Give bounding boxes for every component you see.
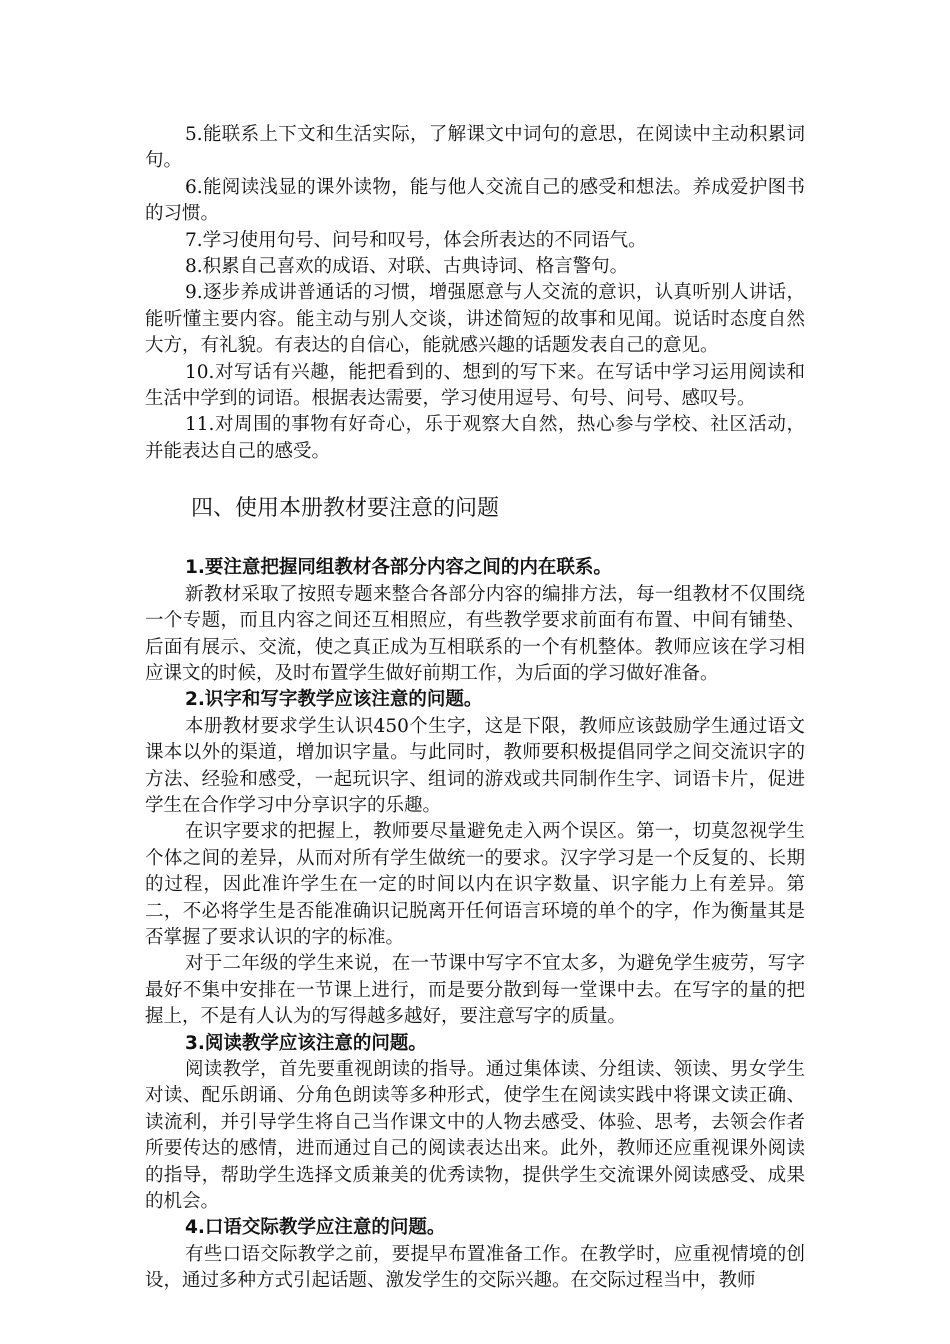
item-4-paragraph: 有些口语交际教学之前，要提早布置准备工作。在教学时，应重视情境的创设，通过多种方式引起话题、激发学生的交际兴趣。在交际过程当中，教师 [145,1243,805,1292]
item-1-paragraph: 新教材采取了按照专题来整合各部分内容的编排方法，每一组教材不仅围绕一个专题，而且内容之间还互相照应，有些教学要求前面有布置、中间有铺垫、后面有展示、交流，使之真正成为互相联系的一个有机整体。教师应该在学习相应课文的时候，及时布置学生做好前期工作，为后面的学习做好准备。 [145,583,805,684]
item-2-paragraph-3: 对于二年级的学生来说，在一节课中写字不宜太多，为避免学生疲劳，写字最好不集中安排在一节课上进行，而是要分散到每一堂课中去。在写字的量的把握上，不是有人认为的写得越多越好，要注意写字的质量。 [145,953,805,1028]
item-4-heading: 4.口语交际教学应注意的问题。 [185,1217,446,1239]
document-page [145,122,805,1295]
item-3-heading: 3.阅读教学应该注意的问题。 [185,1032,427,1054]
item-2-heading: 2.识字和写字教学应该注意的问题。 [185,689,483,711]
goal-7: 7.学习使用句号、问号和叹号，体会所表达的不同语气。 [185,229,647,251]
goal-11: 11.对周围的事物有好奇心，乐于观察大自然，热心参与学校、社区活动，并能表达自己的感受。 [145,414,805,462]
item-1-heading: 1.要注意把握同组教材各部分内容之间的内在联系。 [185,557,612,579]
item-3-paragraph: 阅读教学，首先要重视朗读的指导。通过集体读、分组读、领读、男女学生对读、配乐朗诵、分角色朗读等多种形式，使学生在阅读实践中将课文读正确、读流利，并引导学生将自己当作课文中的人物去感受、体验、思考，去领会作者所要传达的感情，进而通过自己的阅读表达出来。此外，教师还应重视课外阅读的指导，帮助学生选择文质兼美的优秀读物，提供学生交流课外阅读感受、成果的机会。 [145,1059,805,1213]
goal-8: 8.积累自己喜欢的成语、对联、古典诗词、格言警句。 [185,256,629,278]
item-2-paragraph-1: 本册教材要求学生认识450个生字，这是下限，教师应该鼓励学生通过语文课本以外的渠道，增加识字量。与此同时，教师要积极提倡同学之间交流识字的方法、经验和感受，一起玩识字、组词的游戏或共同制作生字、词语卡片，促进学生在合作学习中分享识字的乐趣。 [145,715,805,816]
goal-6: 6.能阅读浅显的课外读物，能与他人交流自己的感受和想法。养成爱护图书的习惯。 [145,176,805,225]
goal-5: 5.能联系上下文和生活实际，了解课文中词句的意思，在阅读中主动积累词句。 [145,124,805,172]
goal-9: 9.逐步养成讲普通话的习惯，增强愿意与人交流的意识，认真听别人讲话，能听懂主要内容。能主动与别人交谈，讲述简短的故事和见闻。说话时态度自然大方，有礼貌。有表达的自信心，能就感兴趣的话题发表自己的意见。 [145,282,805,357]
goal-10: 10.对写话有兴趣，能把看到的、想到的写下来。在写话中学习运用阅读和生活中学到的词语。根据表达需要，学习使用逗号、句号、问号、感叹号。 [145,361,805,410]
section-title: 四、使用本册教材要注意的问题 [191,496,500,522]
item-2-paragraph-2: 在识字要求的把握上，教师要尽量避免走入两个误区。第一，切莫忽视学生个体之间的差异，从而对所有学生做统一的要求。汉字学习是一个反复的、长期的过程，因此准许学生在一定的时间以内在识字数量、识字能力上有差异。第二，不必将学生是否能准确识记脱离开任何语言环境的单个的字，作为衡量其是否掌握了要求认识的字的标准。 [145,821,805,948]
